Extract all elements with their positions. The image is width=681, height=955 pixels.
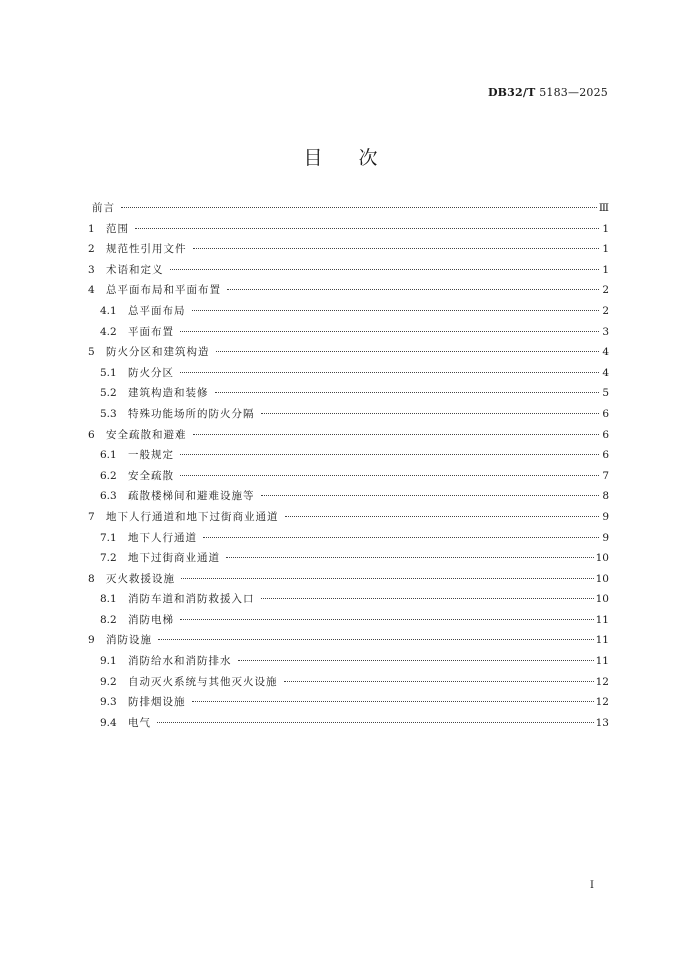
toc-leader-dots [135,227,599,229]
toc-entry-page: 7 [602,469,609,482]
toc-entry[interactable] [88,282,609,303]
toc-entry-number: 7.2 [100,552,117,565]
toc-entry[interactable] [88,344,609,365]
toc-entry[interactable] [88,385,609,406]
toc-entry-page: 11 [595,655,609,668]
toc-entry-number: 5.1 [100,366,117,379]
toc-leader-dots [238,659,594,661]
toc-entry-page: 6 [602,407,609,420]
toc-entry-number: 5.2 [100,387,117,400]
toc-entry-label: 总平面布局 [128,304,186,317]
toc-entry-number: 5 [88,346,95,359]
toc-leader-dots [261,494,600,496]
toc-entry[interactable] [88,509,609,530]
toc-entry-page: 4 [602,346,609,359]
toc-entry-page: 1 [602,222,609,235]
toc-entry-label: 总平面布局和平面布置 [106,284,221,297]
toc-leader-dots [180,618,594,620]
toc-entry-label: 地下人行通道 [128,531,197,544]
toc-entry-page: 1 [602,263,609,276]
toc-leader-dots [261,597,594,599]
toc-leader-dots [192,700,594,702]
toc-entry-page: 8 [602,490,609,503]
toc-entry-label: 消防电梯 [128,613,174,626]
toc-entry[interactable] [88,674,609,695]
toc-entry[interactable] [88,530,609,551]
toc-entry-number: 4 [88,284,95,297]
toc-entry-page: 10 [595,572,609,585]
toc-entry[interactable] [88,200,609,221]
toc-leader-dots [192,309,600,311]
toc-entry-label: 防排烟设施 [128,696,186,709]
toc-leader-dots [180,453,599,455]
toc-leader-dots [203,536,599,538]
toc-leader-dots [170,268,600,270]
toc-leader-dots [121,206,597,208]
toc-entry-page: 11 [595,634,609,647]
toc-entry-number: 9.4 [100,716,117,729]
toc-entry-number: 3 [88,263,95,276]
toc-leader-dots [261,412,600,414]
toc-leader-dots [157,721,594,723]
toc-leader-dots [193,433,600,435]
toc-title: 目次 [303,147,414,169]
toc-entry-page: 2 [602,284,609,297]
toc-entry-label: 消防设施 [106,634,152,647]
toc-leader-dots [158,638,594,640]
toc-entry-label: 特殊功能场所的防火分隔 [128,407,255,420]
toc-entry-label: 消防车道和消防救援入口 [128,593,255,606]
toc-entry-page: 3 [602,325,609,338]
toc-leader-dots [181,577,594,579]
toc-entry-label: 地下过街商业通道 [128,552,220,565]
toc-entry-label: 术语和定义 [106,263,164,276]
toc-entry-label: 地下人行通道和地下过街商业通道 [106,510,279,523]
toc-entry-label: 安全疏散 [128,469,174,482]
toc-leader-dots [180,371,599,373]
document-code-prefix: DB32/T [487,86,536,99]
toc-entry-number: 9 [88,634,95,647]
toc-entry[interactable] [88,715,609,736]
toc-entry-page: 11 [595,613,609,626]
toc-leader-dots [180,330,599,332]
toc-entry-page: 6 [602,449,609,462]
toc-entry-number: 7.1 [100,531,117,544]
toc-entry[interactable] [88,550,609,571]
toc-entry-page: 4 [602,366,609,379]
toc-leader-dots [226,556,594,558]
toc-entry-label: 自动灭火系统与其他灭火设施 [128,675,278,688]
toc-entry[interactable] [88,488,609,509]
toc-entry-label: 电气 [128,716,151,729]
toc-entry-label: 建筑构造和装修 [128,387,209,400]
toc-entry-page: 9 [602,531,609,544]
toc-entry[interactable] [88,303,609,324]
toc-entry-label: 范围 [106,222,129,235]
toc-entry-number: 8 [88,572,95,585]
toc-entry[interactable] [88,632,609,653]
toc-entry[interactable] [88,468,609,489]
toc-entry-page: 9 [602,510,609,523]
toc-entry-number: 2 [88,243,95,256]
toc-entry[interactable] [88,406,609,427]
toc-entry-label: 前言 [92,202,115,214]
toc-entry-page: Ⅲ [598,202,609,214]
toc-entry-page: 10 [595,552,609,565]
toc-entry[interactable] [88,571,609,592]
toc-entry[interactable] [88,221,609,242]
toc-entry-number: 9.2 [100,675,117,688]
toc-entry-number: 8.2 [100,613,117,626]
document-code [488,86,608,99]
page-number: I [590,880,594,891]
toc-leader-dots [285,515,600,517]
toc-entry-label: 平面布置 [128,325,174,338]
toc-entry-label: 灭火救援设施 [106,572,175,585]
toc-entry-number: 6.3 [100,490,117,503]
toc-entry-page: 10 [595,593,609,606]
toc-leader-dots [216,350,600,352]
toc-entry-number: 7 [88,510,95,523]
table-of-contents [88,200,609,735]
toc-entry-label: 疏散楼梯间和避难设施等 [128,490,255,503]
toc-entry[interactable] [88,653,609,674]
toc-entry[interactable] [88,694,609,715]
document-code-number: 5183—2025 [535,86,608,99]
toc-entry-number: 6.1 [100,449,117,462]
toc-entry[interactable] [88,324,609,345]
toc-leader-dots [284,680,594,682]
toc-entry-number: 4.1 [100,304,117,317]
toc-entry-number: 1 [88,222,95,235]
toc-entry[interactable] [88,591,609,612]
toc-entry-page: 6 [602,428,609,441]
toc-entry-label: 防火分区 [128,366,174,379]
toc-entry-label: 一般规定 [128,449,174,462]
toc-entry-number: 4.2 [100,325,117,338]
toc-entry-number: 9.1 [100,655,117,668]
toc-leader-dots [227,288,599,290]
toc-entry-page: 12 [595,675,609,688]
toc-entry-page: 1 [602,243,609,256]
toc-entry-label: 消防给水和消防排水 [128,655,232,668]
toc-entry-number: 6.2 [100,469,117,482]
toc-leader-dots [193,247,600,249]
toc-entry-number: 8.1 [100,593,117,606]
toc-entry[interactable] [88,447,609,468]
toc-entry[interactable] [88,365,609,386]
toc-entry-page: 5 [602,387,609,400]
toc-entry-number: 9.3 [100,696,117,709]
toc-entry[interactable] [88,262,609,283]
toc-entry-number: 6 [88,428,95,441]
toc-entry-page: 12 [595,696,609,709]
toc-entry-number: 5.3 [100,407,117,420]
toc-entry-label: 规范性引用文件 [106,243,187,256]
toc-entry[interactable] [88,427,609,448]
toc-leader-dots [180,474,599,476]
toc-entry[interactable] [88,612,609,633]
toc-entry-page: 13 [595,716,609,729]
toc-entry[interactable] [88,241,609,262]
toc-entry-label: 安全疏散和避难 [106,428,187,441]
toc-leader-dots [215,391,600,393]
toc-entry-label: 防火分区和建筑构造 [106,346,210,359]
toc-entry-page: 2 [602,304,609,317]
